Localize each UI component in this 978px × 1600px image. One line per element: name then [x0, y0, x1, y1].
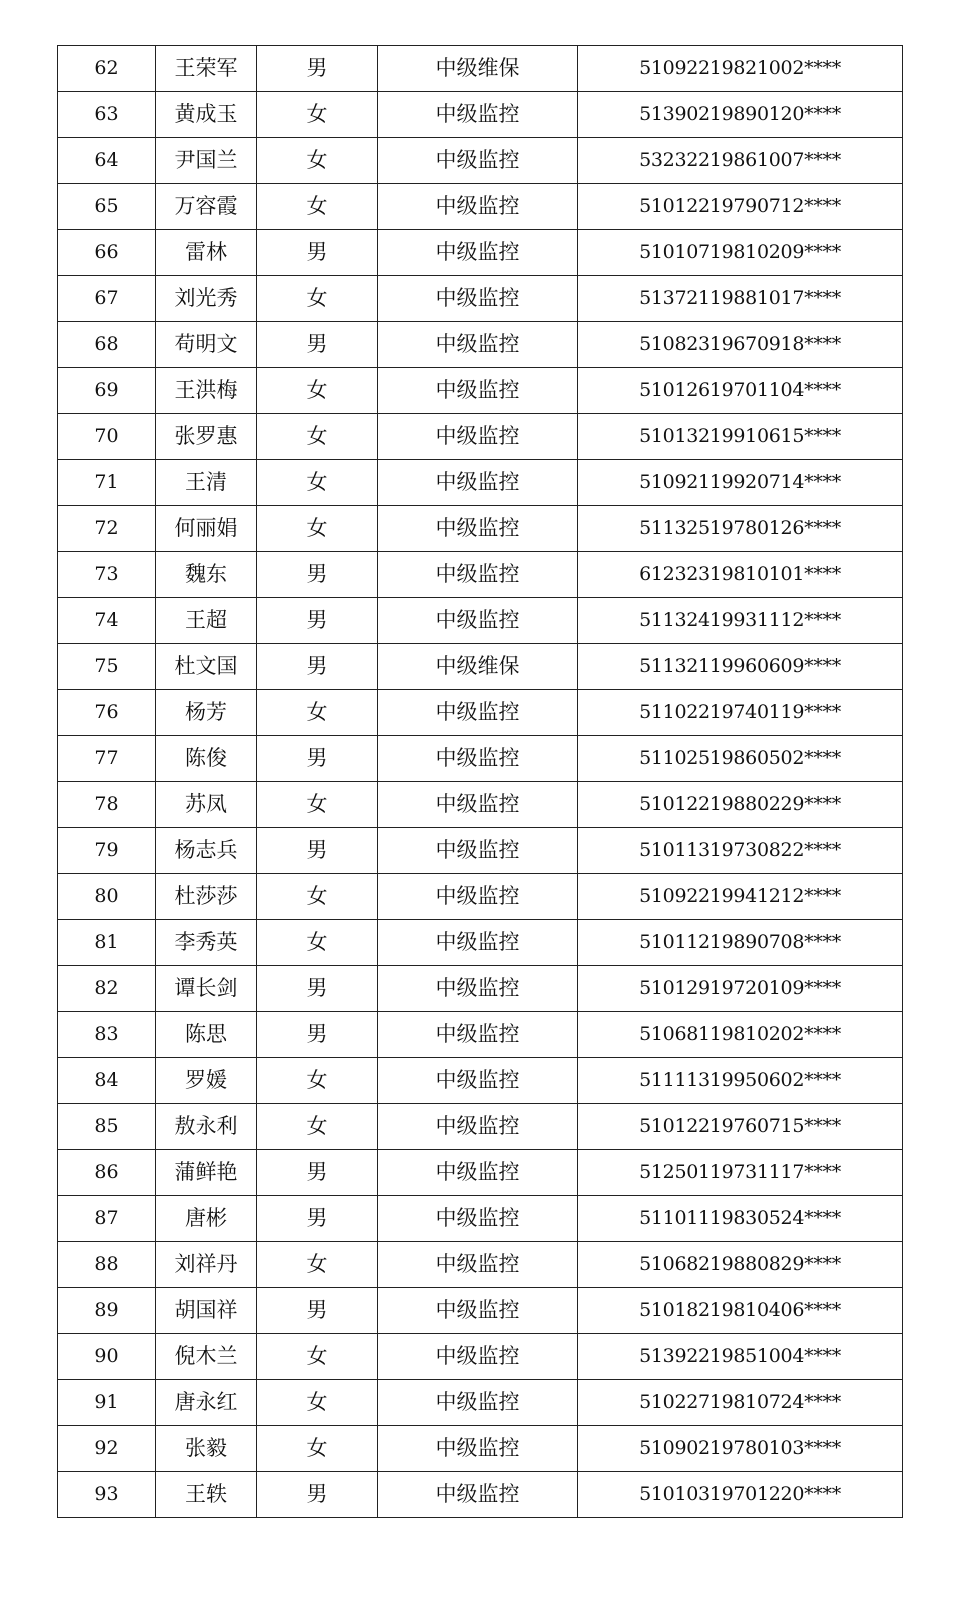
person-name: 刘光秀	[156, 276, 257, 322]
table-row	[58, 1058, 903, 1104]
id-number: 51012619701104****	[578, 368, 903, 414]
row-number: 71	[58, 460, 156, 506]
person-name: 万容霞	[156, 184, 257, 230]
table-row	[58, 506, 903, 552]
row-number: 84	[58, 1058, 156, 1104]
table-row	[58, 920, 903, 966]
person-name: 张罗惠	[156, 414, 257, 460]
id-number: 51111319950602****	[578, 1058, 903, 1104]
table-row	[58, 1380, 903, 1426]
qualification-level: 中级监控	[378, 1196, 578, 1242]
id-number: 51092219941212****	[578, 874, 903, 920]
qualification-level: 中级监控	[378, 966, 578, 1012]
row-number: 64	[58, 138, 156, 184]
id-number: 51011219890708****	[578, 920, 903, 966]
table-row	[58, 828, 903, 874]
table-row	[58, 1334, 903, 1380]
table-row	[58, 230, 903, 276]
qualification-level: 中级监控	[378, 828, 578, 874]
table-row	[58, 552, 903, 598]
gender: 男	[257, 966, 378, 1012]
id-number: 51090219780103****	[578, 1426, 903, 1472]
person-name: 王轶	[156, 1472, 257, 1518]
row-number: 85	[58, 1104, 156, 1150]
person-name: 杨芳	[156, 690, 257, 736]
person-name: 苟明文	[156, 322, 257, 368]
gender: 女	[257, 920, 378, 966]
table-row	[58, 1426, 903, 1472]
qualification-level: 中级监控	[378, 1426, 578, 1472]
id-number: 51101119830524****	[578, 1196, 903, 1242]
person-name: 黄成玉	[156, 92, 257, 138]
table-row	[58, 690, 903, 736]
gender: 男	[257, 1012, 378, 1058]
id-number: 51068119810202****	[578, 1012, 903, 1058]
gender: 男	[257, 828, 378, 874]
gender: 女	[257, 1334, 378, 1380]
table-row	[58, 184, 903, 230]
qualification-level: 中级监控	[378, 322, 578, 368]
qualification-level: 中级维保	[378, 46, 578, 92]
gender: 男	[257, 46, 378, 92]
roster-table	[57, 45, 903, 1518]
gender: 女	[257, 414, 378, 460]
id-number: 51012219760715****	[578, 1104, 903, 1150]
row-number: 70	[58, 414, 156, 460]
id-number: 51390219890120****	[578, 92, 903, 138]
person-name: 雷林	[156, 230, 257, 276]
row-number: 68	[58, 322, 156, 368]
table-row	[58, 966, 903, 1012]
gender: 女	[257, 874, 378, 920]
id-number: 51012219880229****	[578, 782, 903, 828]
table-row	[58, 46, 903, 92]
gender: 男	[257, 552, 378, 598]
person-name: 苏凤	[156, 782, 257, 828]
person-name: 刘祥丹	[156, 1242, 257, 1288]
gender: 男	[257, 1150, 378, 1196]
id-number: 51132419931112****	[578, 598, 903, 644]
row-number: 74	[58, 598, 156, 644]
gender: 女	[257, 1380, 378, 1426]
gender: 女	[257, 506, 378, 552]
id-number: 51092119920714****	[578, 460, 903, 506]
person-name: 倪木兰	[156, 1334, 257, 1380]
qualification-level: 中级监控	[378, 1288, 578, 1334]
table-row	[58, 598, 903, 644]
qualification-level: 中级监控	[378, 184, 578, 230]
qualification-level: 中级监控	[378, 1334, 578, 1380]
qualification-level: 中级监控	[378, 598, 578, 644]
gender: 女	[257, 1104, 378, 1150]
table-row	[58, 1288, 903, 1334]
gender: 男	[257, 1196, 378, 1242]
gender: 女	[257, 460, 378, 506]
person-name: 敖永利	[156, 1104, 257, 1150]
qualification-level: 中级监控	[378, 1058, 578, 1104]
row-number: 83	[58, 1012, 156, 1058]
row-number: 63	[58, 92, 156, 138]
gender: 男	[257, 644, 378, 690]
table-row	[58, 368, 903, 414]
qualification-level: 中级监控	[378, 92, 578, 138]
person-name: 李秀英	[156, 920, 257, 966]
gender: 女	[257, 1058, 378, 1104]
row-number: 62	[58, 46, 156, 92]
table-row	[58, 276, 903, 322]
gender: 男	[257, 598, 378, 644]
person-name: 王荣军	[156, 46, 257, 92]
row-number: 81	[58, 920, 156, 966]
qualification-level: 中级监控	[378, 1150, 578, 1196]
row-number: 91	[58, 1380, 156, 1426]
row-number: 80	[58, 874, 156, 920]
id-number: 51022719810724****	[578, 1380, 903, 1426]
qualification-level: 中级监控	[378, 1380, 578, 1426]
gender: 女	[257, 690, 378, 736]
person-name: 胡国祥	[156, 1288, 257, 1334]
person-name: 王洪梅	[156, 368, 257, 414]
id-number: 53232219861007****	[578, 138, 903, 184]
person-name: 王清	[156, 460, 257, 506]
qualification-level: 中级监控	[378, 874, 578, 920]
id-number: 51392219851004****	[578, 1334, 903, 1380]
row-number: 87	[58, 1196, 156, 1242]
table-row	[58, 138, 903, 184]
person-name: 魏东	[156, 552, 257, 598]
qualification-level: 中级监控	[378, 506, 578, 552]
person-name: 罗媛	[156, 1058, 257, 1104]
qualification-level: 中级监控	[378, 1242, 578, 1288]
person-name: 何丽娟	[156, 506, 257, 552]
row-number: 89	[58, 1288, 156, 1334]
table-row	[58, 1472, 903, 1518]
id-number: 51102519860502****	[578, 736, 903, 782]
person-name: 王超	[156, 598, 257, 644]
row-number: 86	[58, 1150, 156, 1196]
qualification-level: 中级监控	[378, 1104, 578, 1150]
table-row	[58, 644, 903, 690]
qualification-level: 中级维保	[378, 644, 578, 690]
gender: 女	[257, 1426, 378, 1472]
row-number: 65	[58, 184, 156, 230]
qualification-level: 中级监控	[378, 736, 578, 782]
qualification-level: 中级监控	[378, 414, 578, 460]
id-number: 51012219790712****	[578, 184, 903, 230]
table-row	[58, 1242, 903, 1288]
table-row	[58, 1104, 903, 1150]
row-number: 82	[58, 966, 156, 1012]
person-name: 杜莎莎	[156, 874, 257, 920]
gender: 女	[257, 276, 378, 322]
qualification-level: 中级监控	[378, 460, 578, 506]
row-number: 78	[58, 782, 156, 828]
person-name: 杨志兵	[156, 828, 257, 874]
person-name: 陈俊	[156, 736, 257, 782]
person-name: 尹国兰	[156, 138, 257, 184]
row-number: 75	[58, 644, 156, 690]
table-row	[58, 1012, 903, 1058]
id-number: 51082319670918****	[578, 322, 903, 368]
table-row	[58, 414, 903, 460]
id-number: 51068219880829****	[578, 1242, 903, 1288]
table-row	[58, 460, 903, 506]
row-number: 79	[58, 828, 156, 874]
person-name: 蒲鲜艳	[156, 1150, 257, 1196]
id-number: 51092219821002****	[578, 46, 903, 92]
table-row	[58, 782, 903, 828]
id-number: 51010319701220****	[578, 1472, 903, 1518]
person-name: 杜文国	[156, 644, 257, 690]
table-row	[58, 874, 903, 920]
gender: 男	[257, 322, 378, 368]
row-number: 92	[58, 1426, 156, 1472]
gender: 男	[257, 1472, 378, 1518]
row-number: 77	[58, 736, 156, 782]
person-name: 陈思	[156, 1012, 257, 1058]
gender: 女	[257, 138, 378, 184]
row-number: 67	[58, 276, 156, 322]
id-number: 51132519780126****	[578, 506, 903, 552]
gender: 男	[257, 230, 378, 276]
gender: 男	[257, 736, 378, 782]
qualification-level: 中级监控	[378, 920, 578, 966]
roster-body	[58, 46, 903, 1518]
table-row	[58, 92, 903, 138]
id-number: 51250119731117****	[578, 1150, 903, 1196]
id-number: 61232319810101****	[578, 552, 903, 598]
table-row	[58, 1150, 903, 1196]
row-number: 66	[58, 230, 156, 276]
id-number: 51018219810406****	[578, 1288, 903, 1334]
table-row	[58, 736, 903, 782]
qualification-level: 中级监控	[378, 138, 578, 184]
row-number: 93	[58, 1472, 156, 1518]
gender: 女	[257, 184, 378, 230]
person-name: 唐永红	[156, 1380, 257, 1426]
id-number: 51013219910615****	[578, 414, 903, 460]
row-number: 90	[58, 1334, 156, 1380]
gender: 女	[257, 368, 378, 414]
id-number: 51012919720109****	[578, 966, 903, 1012]
id-number: 51010719810209****	[578, 230, 903, 276]
table-row	[58, 1196, 903, 1242]
gender: 男	[257, 1288, 378, 1334]
qualification-level: 中级监控	[378, 782, 578, 828]
qualification-level: 中级监控	[378, 552, 578, 598]
person-name: 张毅	[156, 1426, 257, 1472]
gender: 女	[257, 782, 378, 828]
person-name: 唐彬	[156, 1196, 257, 1242]
row-number: 76	[58, 690, 156, 736]
qualification-level: 中级监控	[378, 368, 578, 414]
id-number: 51132119960609****	[578, 644, 903, 690]
row-number: 88	[58, 1242, 156, 1288]
row-number: 72	[58, 506, 156, 552]
qualification-level: 中级监控	[378, 276, 578, 322]
id-number: 51372119881017****	[578, 276, 903, 322]
person-name: 谭长剑	[156, 966, 257, 1012]
qualification-level: 中级监控	[378, 1012, 578, 1058]
gender: 女	[257, 1242, 378, 1288]
qualification-level: 中级监控	[378, 230, 578, 276]
id-number: 51102219740119****	[578, 690, 903, 736]
id-number: 51011319730822****	[578, 828, 903, 874]
qualification-level: 中级监控	[378, 690, 578, 736]
qualification-level: 中级监控	[378, 1472, 578, 1518]
gender: 女	[257, 92, 378, 138]
row-number: 73	[58, 552, 156, 598]
table-row	[58, 322, 903, 368]
row-number: 69	[58, 368, 156, 414]
